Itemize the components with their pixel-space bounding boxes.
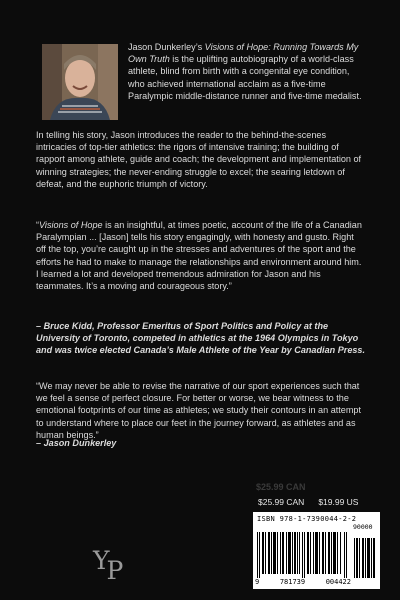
isbn-number: ISBN 978-1-7390044-2-2 — [257, 515, 357, 523]
author-quote: “We may never be able to revise the narrative of our sport experiences such that we feel a sense of perfect closure. For better or worse, we bear witness to the emotional footprints of our time as athletes; we study their contours in an attempt to understand where to place our feet in the journey forward, as athletes and as human beings.” — [36, 381, 362, 440]
isbn-barcode — [253, 512, 380, 589]
barcode-bars — [257, 532, 377, 578]
quoted-book-title: Visions of Hope — [39, 220, 103, 230]
price-line — [258, 497, 378, 507]
barcode-digits: 9 781739 004422 — [255, 578, 351, 586]
price-us: $19.99 US — [318, 497, 359, 507]
barcode-addon-number: 90000 — [353, 523, 373, 531]
story-summary: In telling his story, Jason introduces the reader to the behind-the-scenes intricacies of top-tier athletics: the rigors of intensive training; the building of rapport among athlete, guide and coach; the development and implementation of winning strategies; the never-ending struggle to excel; the searing letdown of defeat, and the euphoric triumph of victory. — [36, 130, 362, 189]
book-description: Jason Dunkerley’s Visions of Hope: Running Towards My Own Truth is the uplifting autobiography of a world-class athlete, blind from birth with a congenital eye condition, who achieved international acclaim as a five-time Paralympic middle-distance runner and five-time medalist. — [128, 42, 362, 101]
endorsement-quote: “Visions of Hope is an insightful, at times poetic, account of the life of a Canadian Paralympian ... [Jason] tells his story engagingly, with honesty and gusto. Right off the top, you’re caught up in the stresses and adventures of the sport and the efforts he had to make to manage the relationships and environment around him. I learned a lot and developed tremendous admiration for Jason and his teammates. It’s a moving and courageous story.” — [36, 220, 362, 292]
endorsement-attribution: – Bruce Kidd, Professor Emeritus of Sport Politics and Policy at the University of Toronto, competed in athletics at the 1964 Olympics in Tokyo and was twice elected Canada’s Male Athlete of the Year by Canadian Press. — [36, 321, 366, 356]
price-canada: $25.99 CAN — [258, 497, 305, 507]
author-attribution: – Jason Dunkerley — [36, 438, 117, 448]
book-title: Visions of Hope: Running Towards My Own Truth — [128, 42, 359, 65]
author-photo — [42, 44, 118, 120]
faded-price: $25.99 CAN — [256, 482, 306, 492]
publisher-logo: YP — [93, 546, 121, 585]
